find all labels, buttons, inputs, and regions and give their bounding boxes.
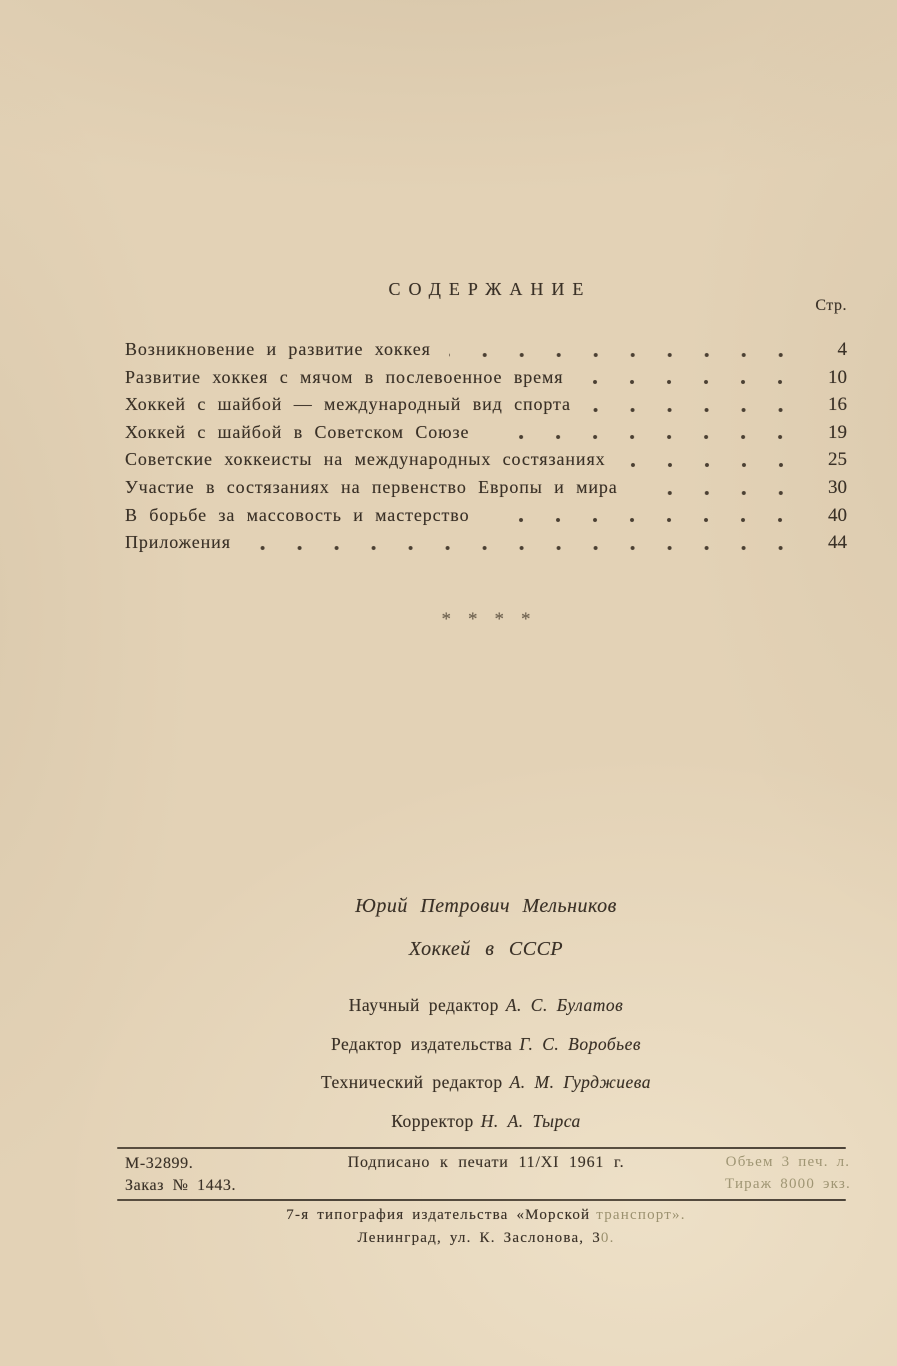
toc-entry-title: Возникновение и развитие хоккея (125, 339, 431, 359)
toc-entry-title: Хоккей с шайбой в Советском Союзе (125, 421, 470, 442)
credit-line (125, 1102, 847, 1141)
imprint-rule-bottom (117, 1199, 846, 1201)
toc-row (125, 502, 847, 530)
toc-row (125, 391, 847, 419)
toc-leader-dots (487, 515, 799, 525)
toc-entry-page-number: 4 (837, 339, 847, 360)
toc-leader-dots (249, 543, 799, 553)
imprint-rule-top (117, 1147, 846, 1149)
toc-leader-dots (487, 432, 799, 442)
imprint-volume: Объем 3 печ. л. (725, 1154, 851, 1170)
imprint-code: М-32899. (125, 1155, 194, 1172)
typography-line (125, 1204, 847, 1227)
toc-leader-dots (589, 405, 799, 415)
credit-role: Корректор (391, 1110, 474, 1131)
toc-leader-dots (636, 488, 799, 498)
asterisk-separator: **** (441, 609, 548, 630)
toc-entry-title: В борьбе за массовость и мастерство (125, 504, 470, 525)
page-column-label: Стр. (815, 297, 847, 314)
credit-name: Г. С. Воробьев (519, 1033, 641, 1054)
credit-role: Технический редактор (321, 1072, 503, 1093)
toc-leader-dots (449, 350, 799, 360)
toc-row (125, 529, 847, 557)
credit-role: Редактор издательства (331, 1033, 513, 1054)
book-title: Хоккей в СССР (408, 938, 564, 960)
toc-entry-title: Хоккей с шайбой — международный вид спорта (125, 394, 571, 415)
credits-block (125, 986, 847, 1140)
page-title: СОДЕРЖАНИЕ (388, 279, 592, 299)
credit-name: Н. А. Тырса (480, 1110, 581, 1131)
imprint-order-number: Заказ № 1443. (125, 1176, 237, 1194)
imprint-right-block (725, 1151, 851, 1195)
toc-entry-title: Советские хоккеисты на международных состязаниях (125, 449, 606, 470)
toc-entry-title: Приложения (125, 532, 231, 553)
toc-row (125, 419, 847, 447)
toc-list (125, 336, 847, 557)
toc-entry-title: Участие в состязаниях на первенство Европы и мира (125, 476, 618, 497)
imprint-signed-date: Подписано к печати 11/XI 1961 г. (347, 1154, 625, 1171)
author-block (125, 884, 847, 970)
credit-line (125, 1025, 847, 1064)
toc-entry-page-number: 25 (828, 449, 847, 471)
toc-row (125, 364, 847, 392)
toc-entry-page-number: 30 (828, 476, 847, 498)
toc-entry-title: Развитие хоккея с мячом в послевоенное время (125, 366, 564, 387)
toc-entry-page-number: 19 (828, 421, 847, 443)
author-name: Юрий Петрович Мельников (355, 895, 617, 917)
toc-row (125, 336, 847, 364)
toc-entry-page-number: 10 (828, 366, 847, 388)
typography-name-faded: транспорт». (596, 1207, 686, 1223)
credit-line (125, 1063, 847, 1102)
typography-address-text: Ленинград, ул. К. Заслонова, 3 (357, 1229, 601, 1246)
toc-entry-page-number: 44 (828, 532, 847, 554)
toc-row (125, 446, 847, 474)
typography-name: 7-я типография издательства «Морской (286, 1207, 591, 1223)
toc-leader-dots (581, 377, 799, 387)
toc-entry-page-number: 16 (828, 394, 847, 416)
credit-name: А. С. Булатов (505, 995, 624, 1015)
typography-address (125, 1227, 847, 1250)
toc-row (125, 474, 847, 502)
typography-address-faded: 0. (600, 1229, 615, 1246)
imprint-print-run: Тираж 8000 экз. (724, 1176, 851, 1192)
typography-block (125, 1204, 847, 1249)
credit-name: А. М. Гурджиева (509, 1072, 651, 1093)
credit-role: Научный редактор (348, 995, 499, 1015)
credit-line (125, 986, 847, 1025)
toc-leader-dots (624, 460, 799, 470)
toc-entry-page-number: 40 (828, 504, 847, 526)
